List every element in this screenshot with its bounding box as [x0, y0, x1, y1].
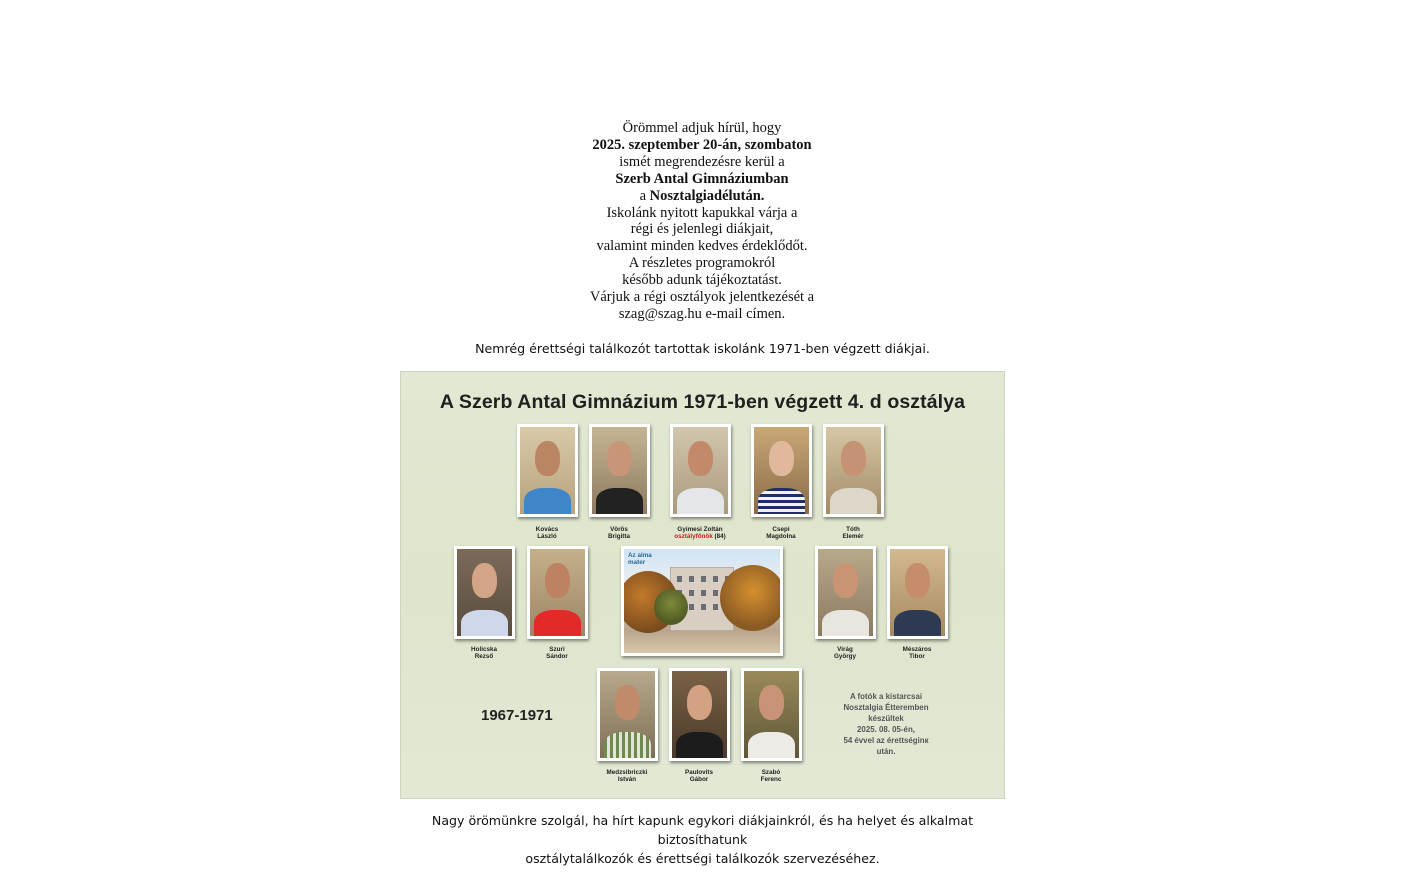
portrait-photo	[751, 424, 812, 517]
announcement	[452, 120, 952, 323]
contact-email-line: szag@szag.hu e-mail címen.	[618, 305, 786, 322]
event-date: 2025. szeptember 20-án, szombaton	[592, 136, 812, 153]
portrait-caption: Szabó Ferenc	[760, 769, 782, 784]
portrait-photo	[815, 546, 876, 639]
class-poster	[400, 371, 1005, 799]
portrait-photo	[669, 668, 730, 761]
school-name: Szerb Antal Gimnáziumban	[615, 170, 789, 187]
portrait-caption: Tóth Elemér	[842, 526, 864, 541]
closing-text	[400, 811, 1005, 868]
alma-mater-label: Az alma mater	[628, 552, 652, 566]
portrait-photo	[823, 424, 884, 517]
portrait-photo	[741, 668, 802, 761]
portrait-caption: Szuri Sándor	[546, 646, 568, 661]
portrait-caption: Medzsibriczki István	[606, 769, 648, 784]
announcement-prefix: a	[639, 187, 650, 204]
announcement-line: régi és jelenlegi diákjait,	[630, 221, 774, 238]
closing-line: osztálytalálkozók és érettségi találkozók szervezéséhez.	[525, 851, 880, 866]
announcement-line	[452, 188, 952, 205]
announcement-line: Örömmel adjuk hírül, hogy	[622, 120, 782, 136]
closing-line: Nagy örömünkre szolgál, ha hírt kapunk egykori diákjainkról, és ha helyet és alkalmat biztosíthatunk	[431, 813, 974, 847]
portrait-caption: Kovács László	[535, 526, 559, 541]
portrait-caption: Mészáros Tibor	[902, 646, 932, 661]
portrait-photo	[527, 546, 588, 639]
announcement-line: ismét megrendezésre kerül a	[619, 153, 785, 170]
portrait-caption: Virág György	[833, 646, 857, 661]
announcement-line: Várjuk a régi osztályok jelentkezését a	[589, 289, 815, 306]
portrait-caption: Paulovits Gábor	[685, 769, 713, 784]
photo-note: A fotók a kistarcsai Nosztalgia Étteremben készültek 2025. 08. 05-én, 54 évvel az érettséginк után.	[843, 692, 929, 756]
announcement-line: A részletes programokról	[628, 255, 776, 272]
school-building-photo	[621, 546, 783, 656]
portrait-photo	[517, 424, 578, 517]
portrait-caption: Csepi Magdolna	[766, 526, 796, 541]
portrait-caption: Vörös Brigitta	[607, 526, 631, 541]
portrait-photo	[597, 668, 658, 761]
event-name: Nosztalgiadélután.	[649, 187, 765, 204]
portrait-photo	[670, 424, 731, 517]
reunion-intro-text: Nemrég érettségi találkozót tartottak iskolánk 1971-ben végzett diákjai.	[475, 341, 930, 356]
announcement-line: valamint minden kedves érdeklődőt.	[596, 238, 808, 255]
portrait-photo	[887, 546, 948, 639]
announcement-line: Iskolánk nyitott kapukkal várja a	[606, 204, 798, 221]
poster-title: A Szerb Antal Gimnázium 1971-ben végzett 4. d osztálya	[439, 391, 966, 413]
portrait-photo	[454, 546, 515, 639]
portrait-caption: Holicska Rezső	[471, 646, 497, 661]
school-years: 1967-1971	[481, 707, 553, 724]
announcement-line: később adunk tájékoztatást.	[622, 272, 782, 289]
portrait-caption: Gyimesi Zoltán osztályfőnök (84)	[674, 526, 726, 541]
portrait-photo	[589, 424, 650, 517]
